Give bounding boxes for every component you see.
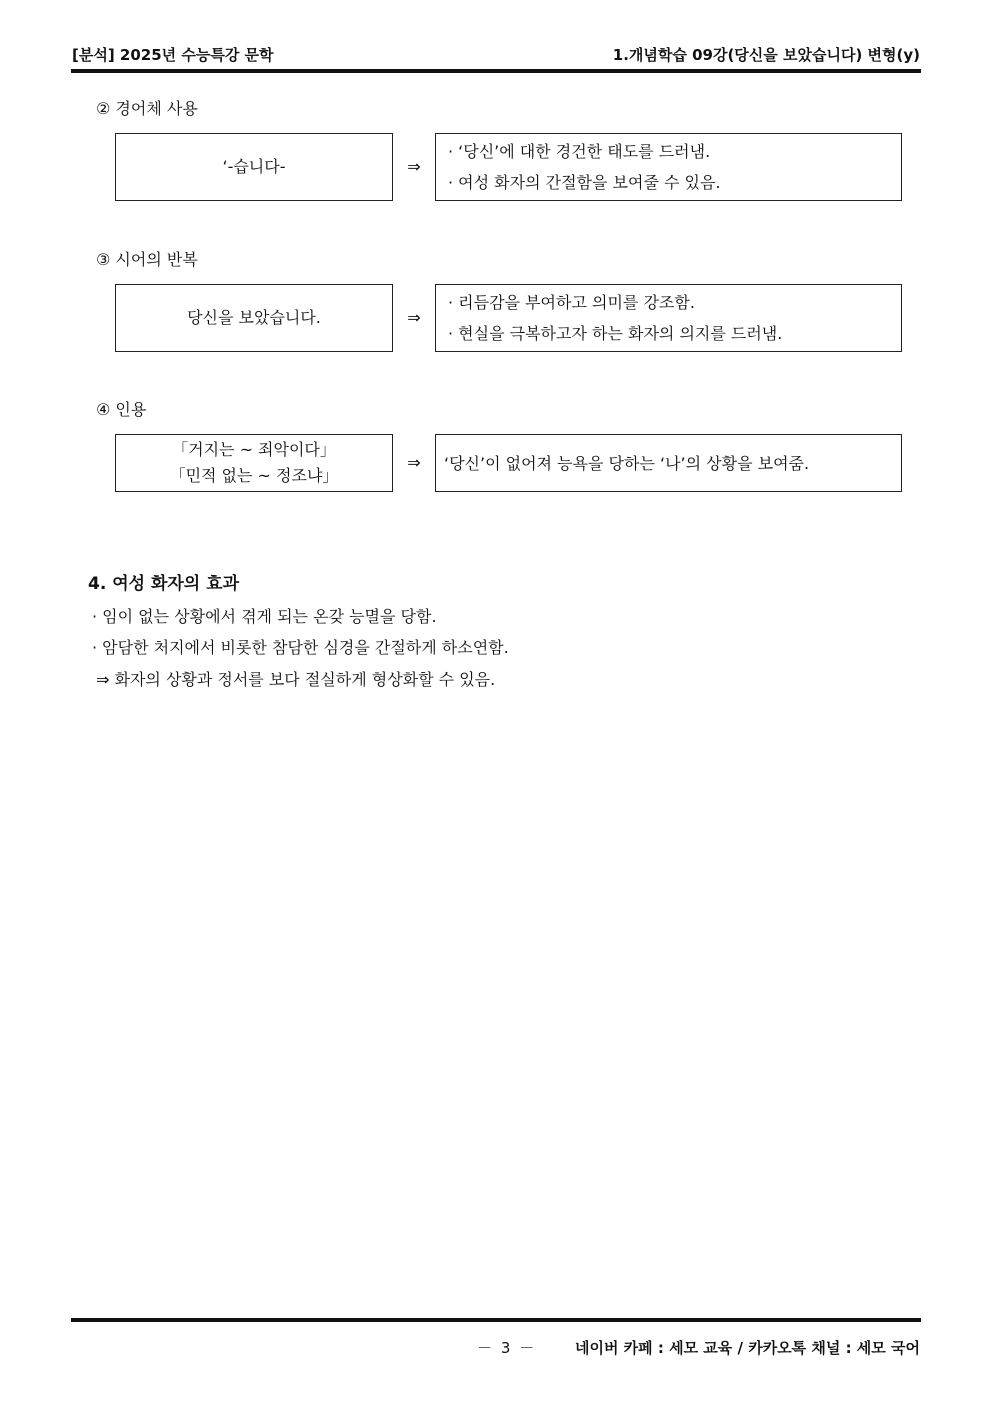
right-box-line: · 여성 화자의 간절함을 보여줄 수 있음. [448, 173, 721, 192]
arrow-icon: ⇒ [407, 453, 421, 472]
section-4-title: 4. 여성 화자의 효과 [88, 574, 239, 594]
right-box-repetition [435, 284, 902, 352]
arrow-icon: ⇒ [407, 157, 421, 176]
arrow-icon: ⇒ [407, 308, 421, 327]
left-box-line: 「거지는 ~ 죄악이다」 [172, 440, 336, 459]
left-box-quotation [115, 434, 393, 492]
right-box-quotation [435, 434, 902, 492]
right-box-line: · 현실을 극복하고자 하는 화자의 의지를 드러냄. [448, 324, 783, 343]
right-box-line: · 리듬감을 부여하고 의미를 강조함. [448, 293, 695, 312]
right-box-line: ‘당신’이 없어져 능욕을 당하는 ‘나’의 상황을 보여줌. [444, 453, 810, 473]
footer [477, 1337, 920, 1358]
left-box-line: 「민적 없는 ~ 정조냐」 [169, 466, 339, 485]
section-heading-repetition: ③ 시어의 반복 [96, 250, 198, 269]
right-box-honorific [435, 133, 902, 201]
header-right-title: 1.개념학습 09강(당신을 보았습니다) 변형(y) [612, 46, 920, 64]
bullet-line: · 암담한 처지에서 비롯한 참담한 심경을 간절하게 하소연함. [92, 638, 509, 657]
bullet-line: · 임이 없는 상황에서 겪게 되는 온갖 능멸을 당함. [92, 607, 437, 626]
left-box-repetition [115, 284, 393, 352]
conclusion-line: ⇒ 화자의 상황과 정서를 보다 절실하게 형상화할 수 있음. [96, 670, 496, 689]
footer-divider [71, 1318, 921, 1322]
left-box-line: 당신을 보았습니다. [187, 308, 321, 327]
page-number: － 3 － [477, 1339, 537, 1357]
section-heading-honorific: ② 경어체 사용 [96, 99, 198, 118]
header-divider [71, 69, 921, 73]
right-box-line: · ‘당신’에 대한 경건한 태도를 드러냄. [448, 142, 711, 161]
header-left-title: [분석] 2025년 수능특강 문학 [72, 46, 274, 64]
left-box-line: ‘-습니다- [222, 157, 286, 176]
footer-info: 네이버 카페 : 세모 교육 / 카카오톡 채널 : 세모 국어 [574, 1339, 920, 1357]
left-box-honorific [115, 133, 393, 201]
section-heading-quotation: ④ 인용 [96, 400, 147, 419]
